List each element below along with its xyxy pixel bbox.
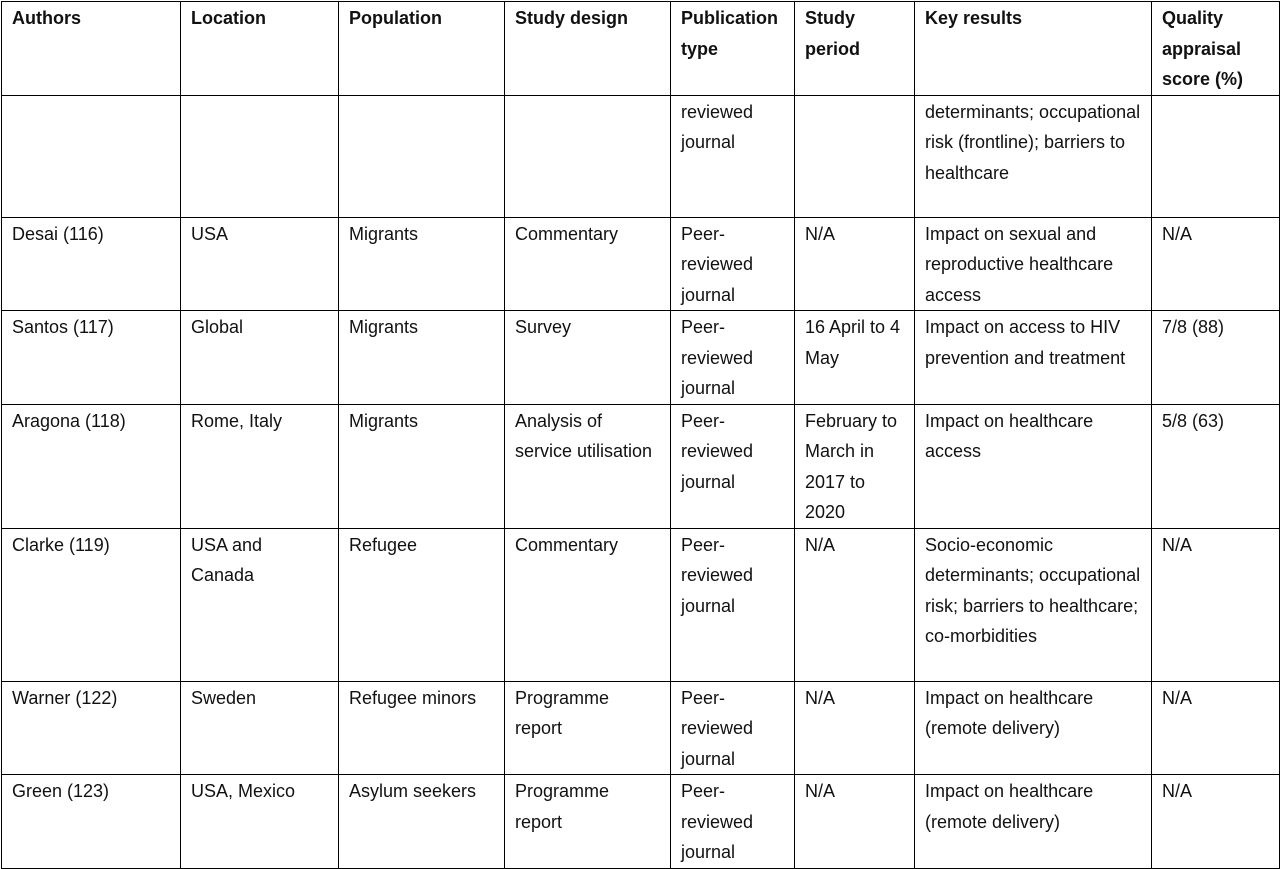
- header-quality-score: Quality appraisal score (%): [1152, 2, 1280, 96]
- cell-authors: Warner (122): [2, 681, 181, 775]
- cell-population: Refugee minors: [339, 681, 505, 775]
- cell-study-period: [795, 95, 915, 217]
- cell-quality-score: 5/8 (63): [1152, 404, 1280, 528]
- cell-location: [181, 95, 339, 217]
- header-location: Location: [181, 2, 339, 96]
- cell-publication-type: Peer-reviewed journal: [671, 311, 795, 405]
- cell-authors: Green (123): [2, 775, 181, 869]
- cell-publication-type: reviewed journal: [671, 95, 795, 217]
- cell-key-results: Impact on healthcare (remote delivery): [915, 681, 1152, 775]
- header-authors: Authors: [2, 2, 181, 96]
- cell-study-period: N/A: [795, 775, 915, 869]
- cell-location: USA and Canada: [181, 528, 339, 681]
- table-row: [2, 775, 1280, 869]
- header-key-results: Key results: [915, 2, 1152, 96]
- cell-authors: [2, 95, 181, 217]
- header-row: [2, 2, 1280, 96]
- cell-quality-score: N/A: [1152, 775, 1280, 869]
- cell-study-period: 16 April to 4 May: [795, 311, 915, 405]
- cell-study-period: N/A: [795, 528, 915, 681]
- cell-key-results: Impact on sexual and reproductive healthcare access: [915, 217, 1152, 311]
- cell-key-results: determinants; occupational risk (frontline); barriers to healthcare: [915, 95, 1152, 217]
- cell-study-period: February to March in 2017 to 2020: [795, 404, 915, 528]
- cell-publication-type: Peer-reviewed journal: [671, 775, 795, 869]
- cell-publication-type: Peer-reviewed journal: [671, 404, 795, 528]
- header-study-period: Study period: [795, 2, 915, 96]
- cell-population: Migrants: [339, 404, 505, 528]
- header-study-design: Study design: [505, 2, 671, 96]
- cell-quality-score: 7/8 (88): [1152, 311, 1280, 405]
- cell-authors: Clarke (119): [2, 528, 181, 681]
- table-row: [2, 404, 1280, 528]
- cell-study-design: Analysis of service utilisation: [505, 404, 671, 528]
- cell-quality-score: [1152, 95, 1280, 217]
- cell-location: Rome, Italy: [181, 404, 339, 528]
- table-row: [2, 95, 1280, 217]
- cell-quality-score: N/A: [1152, 217, 1280, 311]
- cell-population: Migrants: [339, 311, 505, 405]
- cell-quality-score: N/A: [1152, 681, 1280, 775]
- cell-location: USA, Mexico: [181, 775, 339, 869]
- cell-population: Migrants: [339, 217, 505, 311]
- cell-study-design: Programme report: [505, 775, 671, 869]
- cell-key-results: Impact on access to HIV prevention and treatment: [915, 311, 1152, 405]
- cell-authors: Desai (116): [2, 217, 181, 311]
- cell-quality-score: N/A: [1152, 528, 1280, 681]
- cell-study-design: Survey: [505, 311, 671, 405]
- cell-location: Sweden: [181, 681, 339, 775]
- cell-key-results: Socio-economic determinants; occupational risk; barriers to healthcare; co-morbidities: [915, 528, 1152, 681]
- table-row: [2, 311, 1280, 405]
- cell-location: USA: [181, 217, 339, 311]
- cell-location: Global: [181, 311, 339, 405]
- cell-publication-type: Peer-reviewed journal: [671, 681, 795, 775]
- cell-key-results: Impact on healthcare (remote delivery): [915, 775, 1152, 869]
- cell-authors: Santos (117): [2, 311, 181, 405]
- cell-study-design: [505, 95, 671, 217]
- cell-study-design: Commentary: [505, 528, 671, 681]
- cell-population: Asylum seekers: [339, 775, 505, 869]
- header-publication-type: Publication type: [671, 2, 795, 96]
- cell-population: Refugee: [339, 528, 505, 681]
- table-row: [2, 528, 1280, 681]
- cell-study-period: N/A: [795, 681, 915, 775]
- cell-population: [339, 95, 505, 217]
- cell-authors: Aragona (118): [2, 404, 181, 528]
- cell-key-results: Impact on healthcare access: [915, 404, 1152, 528]
- cell-publication-type: Peer-reviewed journal: [671, 217, 795, 311]
- cell-publication-type: Peer-reviewed journal: [671, 528, 795, 681]
- cell-study-period: N/A: [795, 217, 915, 311]
- table-row: [2, 681, 1280, 775]
- cell-study-design: Commentary: [505, 217, 671, 311]
- header-population: Population: [339, 2, 505, 96]
- table-row: [2, 217, 1280, 311]
- cell-study-design: Programme report: [505, 681, 671, 775]
- literature-table: [1, 1, 1280, 869]
